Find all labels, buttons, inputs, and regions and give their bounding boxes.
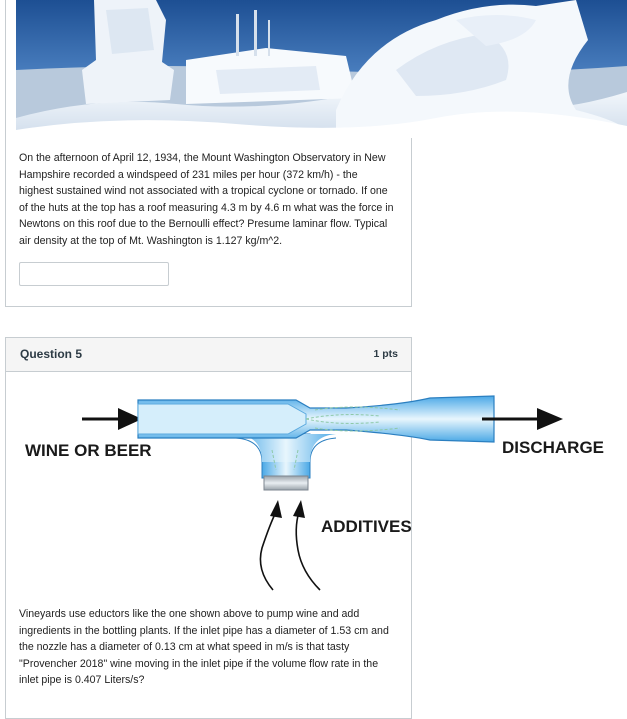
question-5-header — [6, 338, 411, 372]
label-additives: ADDITIVES — [321, 517, 412, 536]
label-discharge: DISCHARGE — [502, 438, 605, 457]
eductor-body — [138, 396, 494, 490]
eductor-diagram — [0, 370, 627, 610]
observatory-photo — [16, 0, 627, 138]
label-wine-or-beer: WINE OR BEER — [25, 441, 152, 460]
question-points: 1 pts — [373, 348, 398, 360]
question-5-text: Vineyards use eductors like the one shown above to pump wine and add ingredients in the bottling plants. If the inlet pipe has a diameter of 1.53 cm and the nozzle has a diameter of 0.13 cm at what speed in m/s is that tasty "Provencher 2018" wine moving in the inlet pipe if the volume flow rate in the inlet pipe is 0.407 Liters/s? — [19, 608, 389, 686]
question-title: Question 5 — [20, 347, 83, 361]
inlet-arrow-icon — [82, 408, 142, 430]
question-4-answer-input[interactable] — [19, 262, 169, 286]
question-4-text: On the afternoon of April 12, 1934, the Mount Washington Observatory in New Hampshire recorded a windspeed of 231 miles per hour (372 km/h) - the highest sustained wind not associated with a tropical cyclone or tornado. If one of the huts at the top has a roof measuring 4.3 m by 4.6 m what was the force in Newtons on this roof due to the Bernoulli effect? Presume laminar flow. Typical air density at the top of Mt. Washington is 1.127 kg/m^2. — [19, 152, 394, 247]
additives-arrows-icon — [260, 500, 320, 590]
